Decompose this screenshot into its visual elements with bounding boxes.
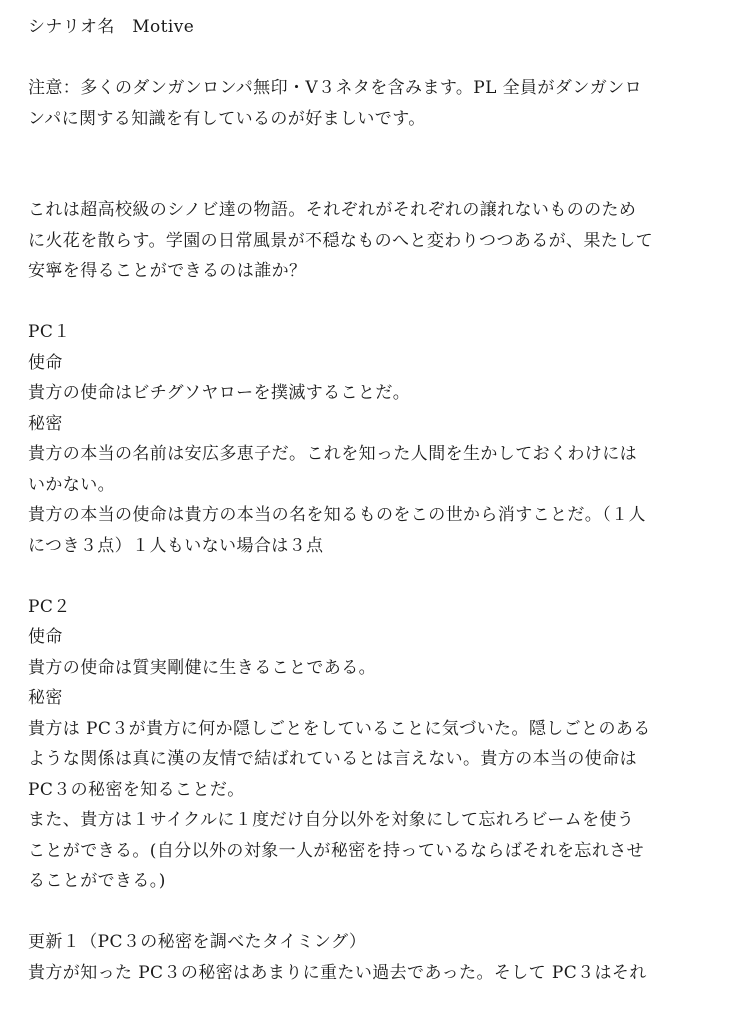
pc1-mission-label: 使命 <box>28 352 63 373</box>
spacer <box>28 287 728 318</box>
scenario-title: シナリオ名 Motive <box>28 17 195 37</box>
pc2-secret-line-4: また、貴方は１サイクルに１度だけ自分以外を対象にして忘れろビームを使う <box>28 810 635 830</box>
spacer <box>28 43 728 74</box>
pc1-secret-line-4: につき３点）１人もいない場合は３点 <box>28 535 324 556</box>
spacer <box>28 134 728 195</box>
pc1-heading: PC１ <box>28 322 71 342</box>
pc2-secret-line-3: PC３の秘密を知ることだ。 <box>28 779 245 800</box>
pc1-secret-label: 秘密 <box>28 413 63 434</box>
pc2-secret-line-1: 貴方は PC３が貴方に何か隠しごとをしていることに気づいた。隠しごとのある <box>28 718 651 739</box>
pc2-mission-text: 貴方の使命は質実剛健に生きることである。 <box>28 657 376 678</box>
intro-line-3: 安寧を得ることができるのは誰か？ <box>28 261 307 281</box>
pc1-mission-text: 貴方の使命はビチグソヤローを撲滅することだ。 <box>28 383 411 403</box>
notice-line-1: 注意：多くのダンガンロンパ無印・V３ネタを含みます。PL 全員がダンガンロ <box>28 78 642 98</box>
pc2-heading: PC２ <box>28 596 71 617</box>
pc1-secret-line-3: 貴方の本当の使命は貴方の本当の名を知るものをこの世から消すことだ。（１人 <box>28 505 646 525</box>
pc2-secret-label: 秘密 <box>28 688 63 708</box>
pc1-secret-line-1: 貴方の本当の名前は安広多恵子だ。これを知った人間を生かしておくわけには <box>28 444 637 464</box>
pc2-mission-label: 使命 <box>28 627 63 647</box>
pc2-secret-line-2: ような関係は真に漢の友情で結ばれているとは言えない。貴方の本当の使命は <box>28 749 637 769</box>
intro-line-1: これは超高校級のシノビ達の物語。それぞれがそれぞれの譲れないもののため <box>28 200 637 220</box>
spacer <box>28 561 728 592</box>
pc2-secret-line-6: ることができる。) <box>28 871 166 891</box>
update1-line-1: 貴方が知った PC３の秘密はあまりに重たい過去であった。そして PC３はそれ <box>28 962 647 983</box>
update1-heading: 更新１（PC３の秘密を調べたタイミング） <box>28 932 367 952</box>
document-body <box>28 12 728 988</box>
notice-line-2: ンパに関する知識を有しているのが好ましいです。 <box>28 108 426 129</box>
intro-line-2: に火花を散らす。学園の日常風景が不穏なものへと変わりつつあるが、果たして <box>28 230 654 251</box>
spacer <box>28 897 728 928</box>
pc1-secret-line-2: いかない。 <box>28 474 115 495</box>
pc2-secret-line-5: ことができる。(自分以外の対象一人が秘密を持っているならばそれを忘れさせ <box>28 840 645 861</box>
